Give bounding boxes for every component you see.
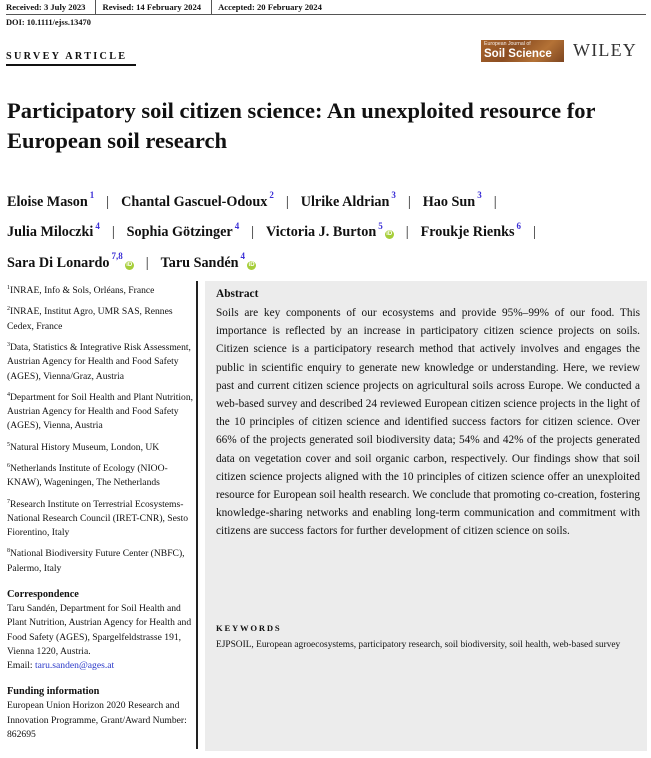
affiliation-item (7, 338, 197, 384)
journal-logo-title: Soil Science (484, 48, 552, 60)
affiliation-number: 5 (7, 441, 10, 448)
author-name-text: Sophia Götzinger (126, 224, 233, 241)
publication-dates-bar (6, 0, 646, 15)
correspondence-city: Vienna 1220, Austria. (7, 645, 91, 657)
email-label: Email: (7, 659, 35, 671)
affiliation-number: 6 (7, 462, 10, 469)
keywords-heading: KEYWORDS (216, 623, 282, 633)
affiliation-item (7, 544, 197, 576)
affiliation-superscript[interactable]: 1 (89, 190, 95, 200)
author-separator: | (285, 193, 289, 210)
keywords-text: EJPSOIL, European agroecosystems, participatory research, soil biodiversity, soil health, web-based survey (216, 640, 621, 650)
author-name-text: Hao Sun (422, 193, 476, 210)
author-name-text: Froukje Rienks (420, 224, 515, 241)
affiliation-number: 8 (7, 548, 10, 555)
author-name-text: Sara Di Lonardo (7, 255, 110, 272)
affiliation-text: Data, Statistics & Integrative Risk Assessment, Austrian Agency for Health and Food Safety (AGES), Vienna/Graz, Austria (7, 342, 191, 382)
author-separator: | (111, 224, 115, 241)
author-name[interactable] (422, 190, 482, 210)
affiliation-number: 7 (7, 498, 10, 505)
affiliation-item (7, 438, 197, 455)
affiliation-superscript[interactable]: 7,8 (111, 251, 123, 262)
affiliation-text: National Biodiversity Future Center (NBFC), Palermo, Italy (7, 548, 185, 574)
affiliation-number: 4 (7, 391, 10, 398)
orcid-icon[interactable]: iD (248, 262, 255, 269)
author-name[interactable] (266, 220, 394, 241)
author-name-text: Taru Sandén (160, 255, 239, 272)
revised-date: Revised: 14 February 2024 (96, 0, 212, 14)
affiliations-list (7, 281, 197, 576)
author-name-text: Chantal Gascuel-Odoux (121, 193, 268, 210)
affiliation-superscript[interactable]: 4 (240, 251, 246, 262)
email-link[interactable]: taru.sanden@ages.at (34, 659, 115, 671)
author-name[interactable] (300, 190, 396, 210)
affiliation-item (7, 302, 197, 334)
author-separator: | (251, 224, 255, 241)
affiliation-text: Netherlands Institute of Ecology (NIOO-KNAW), Wageningen, The Netherlands (7, 463, 168, 489)
affiliation-superscript[interactable]: 5 (378, 220, 383, 231)
author-name-text: Ulrike Aldrian (300, 193, 390, 210)
article-title: Participatory soil citizen science: An unexploited resource for European soil research (7, 98, 596, 153)
author-name-text: Victoria J. Burton (266, 224, 377, 241)
author-name[interactable] (160, 251, 256, 272)
orcid-icon[interactable]: iD (126, 262, 133, 269)
author-separator: | (533, 224, 536, 241)
affiliation-text: Department for Soil Health and Plant Nutrition, Austrian Agency for Health and Food Safety (AGES), Vienna, Austria (7, 391, 194, 432)
correspondence-address: Taru Sandén, Department for Soil Health and Plant Nutrition, Austrian Agency for Health and Food Safety (AGES), Spargelfeldstrasse 191, (7, 603, 192, 643)
author-separator: | (106, 193, 110, 210)
author-name[interactable] (126, 220, 240, 241)
author-name[interactable] (420, 220, 522, 241)
author-separator: | (407, 193, 411, 210)
affiliation-number: 3 (7, 341, 10, 348)
affiliation-text: INRAE, Info & Sols, Orléans, France (10, 285, 155, 297)
article-type-label: SURVEY ARTICLE (6, 51, 136, 66)
publisher-logo[interactable]: WILEY (573, 40, 637, 60)
abstract-heading: Abstract (216, 288, 259, 300)
abstract-box (205, 281, 647, 751)
affiliation-item (7, 281, 197, 298)
author-separator: | (493, 193, 497, 210)
article-info-column (7, 281, 197, 742)
affiliation-text: Research Institute on Terrestrial Ecosystems-National Research Council (IRET-CNR), Sesto Fiorentino, Italy (7, 498, 189, 539)
received-date: Received: 3 July 2023 (6, 0, 96, 14)
correspondence-text (7, 602, 197, 673)
affiliation-number: 2 (7, 306, 10, 313)
affiliation-superscript[interactable]: 3 (391, 190, 396, 200)
accepted-date: Accepted: 20 February 2024 (218, 2, 322, 12)
affiliation-superscript[interactable]: 6 (516, 220, 522, 231)
journal-logo[interactable] (481, 40, 564, 62)
orcid-icon[interactable]: iD (386, 231, 393, 238)
affiliation-item (7, 459, 197, 491)
doi[interactable]: DOI: 10.1111/ejss.13470 (6, 18, 91, 27)
author-name[interactable] (7, 190, 95, 210)
correspondence-heading: Correspondence (7, 588, 79, 600)
affiliation-superscript[interactable]: 4 (95, 220, 100, 231)
abstract-text: Soils are key components of our ecosystems and provide 95%–99% of our food. This importance is reflected by an increase in participatory citizen science projects on soils. Citizen science is a participatory research method that actively involves and engages the public in scientific enquiry to generate new knowledge or understanding. Here, we review past and current citizen science projects on agricultural soils across Europe. We conducted a web-based survey and described 24 reviewed European citizen science projects in the light of the 10 principles of citizen science and identified success factors for citizen science. Over 66% of the projects generated soil biodiversity data; 54% and 42% of the projects generated data on vegetation cover and soil organic carbon, respectively. Our findings show that soil citizen science projects aligned with the 10 principles of citizen science offer an unexploited resource for European soil health research. We conclude that promoting co-creation, fostering knowledge-sharing networks and enabling long-term communication and commitment with citizens are success factors for further development of citizen science on soils. (216, 307, 640, 538)
author-name[interactable] (7, 220, 100, 241)
affiliation-superscript[interactable]: 3 (477, 190, 482, 200)
column-divider (196, 281, 198, 749)
affiliation-item (7, 388, 197, 434)
journal-logo-subtitle: European Journal of (484, 41, 531, 47)
funding-text: European Union Horizon 2020 Research and Innovation Programme, Grant/Award Number: 862695 (7, 700, 187, 740)
author-name-text: Julia Miloczki (7, 224, 94, 241)
funding-heading: Funding information (7, 686, 100, 698)
affiliation-text: Natural History Museum, London, UK (10, 441, 160, 453)
affiliation-text: INRAE, Institut Agro, UMR SAS, Rennes Cedex, France (7, 306, 173, 332)
author-separator: | (405, 224, 409, 241)
author-name[interactable] (121, 190, 274, 210)
affiliation-superscript[interactable]: 4 (234, 220, 240, 231)
author-name-text: Eloise Mason (7, 193, 88, 210)
affiliation-superscript[interactable]: 2 (269, 190, 274, 200)
author-list (7, 184, 647, 276)
author-name[interactable] (7, 251, 134, 272)
affiliation-number: 1 (7, 285, 10, 291)
affiliation-item (7, 495, 197, 541)
author-separator: | (145, 255, 149, 272)
